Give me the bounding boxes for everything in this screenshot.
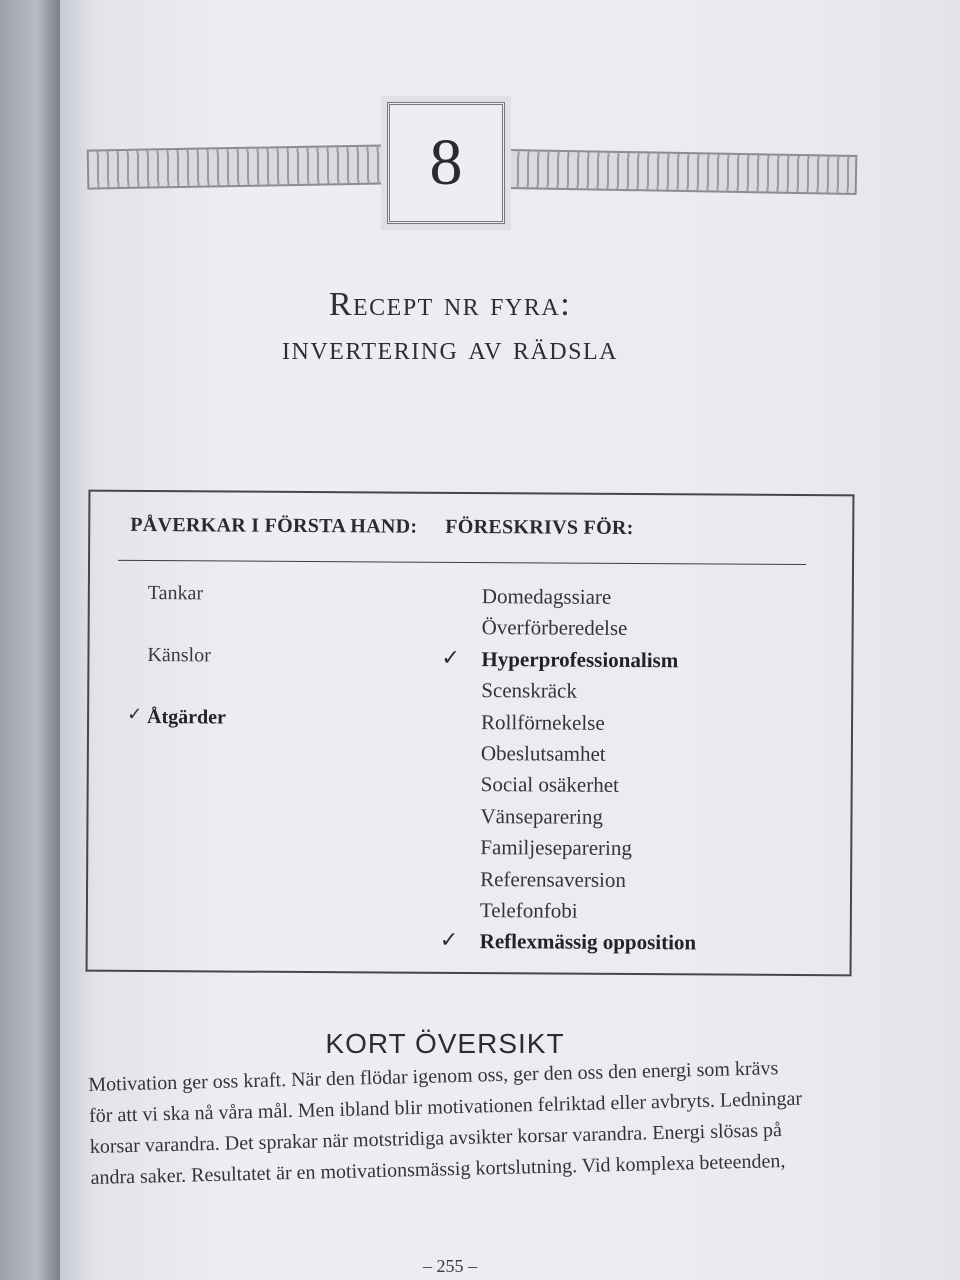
chapter-number-box	[387, 102, 505, 224]
prescribed-item: Reflexmässig opposition	[479, 929, 697, 955]
paragraph-line: andra saker. Resultatet är en motivationsmässig kortslutning. Vid komplexa beteenden,	[90, 1149, 786, 1189]
book-spine	[0, 0, 60, 1280]
chapter-title-line1: Recept nr fyra:	[328, 286, 572, 323]
prescribed-item: Domedagssiare	[481, 584, 612, 609]
header-divider	[118, 560, 806, 565]
prescribed-item: Rollförnekelse	[480, 709, 605, 735]
section-heading: KORT ÖVERSIKT	[325, 1028, 565, 1059]
prescribed-item: Hyperprofessionalism	[481, 646, 679, 673]
page-number: – 255 –	[423, 1256, 477, 1276]
affects-item: Tankar	[147, 582, 204, 605]
greek-key-band-left	[87, 144, 388, 189]
prescribed-item: Obeslutsamhet	[480, 741, 606, 766]
affects-item: Känslor	[147, 644, 211, 667]
prescribed-item: Scenskräck	[481, 678, 577, 703]
overview-paragraph	[88, 1051, 861, 1194]
check-icon: ✓	[127, 703, 143, 724]
header-prescribed-for: FÖRESKRIVS FÖR:	[445, 515, 634, 539]
chapter-title-line2: invertering av rädsla	[282, 330, 618, 367]
prescribed-item: Familjeseparering	[480, 835, 632, 861]
prescribed-item: Referensaversion	[480, 866, 626, 892]
prescribed-item: Överförberedelse	[481, 615, 628, 641]
header-affects: PÅVERKAR I FÖRSTA HAND:	[130, 513, 418, 538]
prescribed-item: Social osäkerhet	[480, 772, 619, 798]
check-icon: ✓	[439, 927, 459, 953]
chapter-ornament	[87, 102, 857, 232]
affects-item: Åtgärder	[147, 706, 227, 729]
paragraph-line: korsar varandra. Det sprakar när motstridiga avsikter korsar varandra. Energi slösas på	[89, 1119, 783, 1158]
prescribed-item: Telefonfobi	[479, 898, 578, 923]
paragraph-line: för att vi ska nå våra mål. Men ibland blir motivationen felriktad eller avbryts. Ledningar	[88, 1087, 803, 1127]
paragraph-line: Motivation ger oss kraft. När den flödar igenom oss, ger den oss den energi som krävs	[88, 1057, 779, 1096]
chapter-number: 8	[429, 126, 463, 199]
prescribed-item: Vänseparering	[480, 803, 604, 829]
check-icon: ✓	[441, 644, 460, 670]
prescription-box	[86, 490, 855, 977]
greek-key-band-right	[507, 149, 858, 195]
